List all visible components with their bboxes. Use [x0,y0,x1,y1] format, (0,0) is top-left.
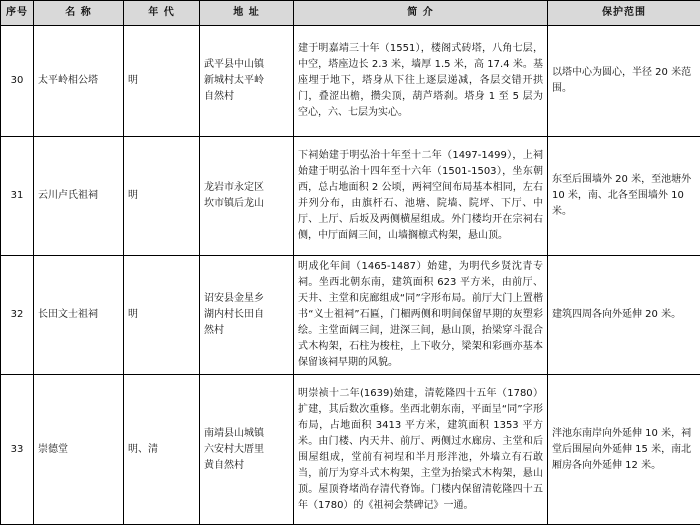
row-address [200,256,294,375]
row-intro-text: 明成化年间（1465-1487）始建，为明代乡贤沈青专祠。坐西北朝东南，建筑面积 623 平方米，由前厅、天井、主堂和庑廊组成“同”字形布局。前厅大门上置楷书“义士祖祠”石匾，门楣两侧和明间保留早期的灰塑彩绘。主堂面阔三间，进深三间，悬山顶，抬梁穿斗混合式木构架，石柱为梭柱，上下收分，梁架和彩画亦基本保留该祠早期的风貌。 [298,261,543,368]
row-num: 32 [1,256,34,375]
row-protection [548,375,700,525]
header-address: 地 址 [200,1,294,26]
table-row [1,256,700,375]
row-name: 云川卢氏祖祠 [34,137,124,256]
header-row [1,1,700,26]
row-protection [548,26,700,137]
row-address-text: 南靖县山城镇 六安村大厝里 黄自然村 [204,428,264,471]
header-protection: 保护范围 [548,1,700,26]
row-address-text: 诏安县金星乡 湖内村长田自 然村 [204,293,264,336]
row-name: 长田文士祖祠 [34,256,124,375]
row-era: 明 [124,256,200,375]
row-intro [294,137,548,256]
row-address [200,375,294,525]
row-intro [294,256,548,375]
row-intro-text: 建于明嘉靖三十年（1551），楼阁式砖塔，八角七层，中空，塔座边长 2.3 米，墙厚 1.5 米，高 17.4 米。基座埋于地下，塔身从下往上逐层递减，各层交错开拱门，叠涩出檐，攒尖顶，葫芦塔刹。塔身 1 至 5 层为空心，六、七层为实心。 [298,43,543,118]
row-address-text: 武平县中山镇 新城村太平岭 自然村 [204,59,264,102]
row-protection [548,137,700,256]
header-num: 序号 [1,1,34,26]
row-num: 33 [1,375,34,525]
row-protection [548,256,700,375]
header-intro: 简 介 [294,1,548,26]
table-row [1,375,700,525]
row-intro [294,26,548,137]
row-name: 崇德堂 [34,375,124,525]
header-era: 年 代 [124,1,200,26]
row-intro-text: 明崇祯十二年(1639)始建，清乾隆四十五年（1780）扩建，其后数次重修。坐西北朝东南，平面呈“同”字形布局，占地面积 3413 平方米，建筑面积 1353 平方米。由门楼、内天井、前厅、两侧过水廊房、主堂和后围屋组成，堂前有祠埕和半月形泮池，外墙立有石敢当，前厅为穿斗式木构架，主堂为抬梁式木构架，悬山顶。屋顶脊堵尚存清代脊饰。门楼内保留清乾隆四十五年（1780）的《祖祠会禁碑记》一通。 [298,388,543,511]
row-era: 明、清 [124,375,200,525]
row-address [200,137,294,256]
row-era: 明 [124,26,200,137]
row-num: 31 [1,137,34,256]
row-intro [294,375,548,525]
table-row [1,26,700,137]
row-num: 30 [1,26,34,137]
header-name: 名 称 [34,1,124,26]
row-name: 太平岭相公塔 [34,26,124,137]
row-address-text: 龙岩市永定区 坎市镇后龙山 [204,182,264,209]
row-address [200,26,294,137]
row-intro-text: 下祠始建于明弘治十年至十二年（1497-1499），上祠始建于明弘治十四年至十六年（1501-1503），坐东朝西，总占地面积 2 公顷，两祠空间布局基本相同，左右并列分布，由旗杆石、池塘、院墙、院坪、下厅、中厅、上厅、后坂及两侧横屋组成。外门楼均开在宗祠右侧，中厅面阔三间，山墙搁檩式构架，悬山顶。 [298,150,543,241]
table-row [1,137,700,256]
row-protection-text: 东至后围墙外 20 米，至池塘外 10 米，南、北各至围墙外 10 米。 [552,174,694,217]
row-protection-text: 建筑四周各向外延伸 20 米。 [552,309,681,320]
row-protection-text: 泮池东南岸向外延伸 10 米，祠堂后围屋向外延伸 15 米，南北厢房各向外延伸 12 米。 [552,428,691,471]
row-era: 明 [124,137,200,256]
row-protection-text: 以塔中心为圆心，半径 20 米范围。 [552,67,691,94]
